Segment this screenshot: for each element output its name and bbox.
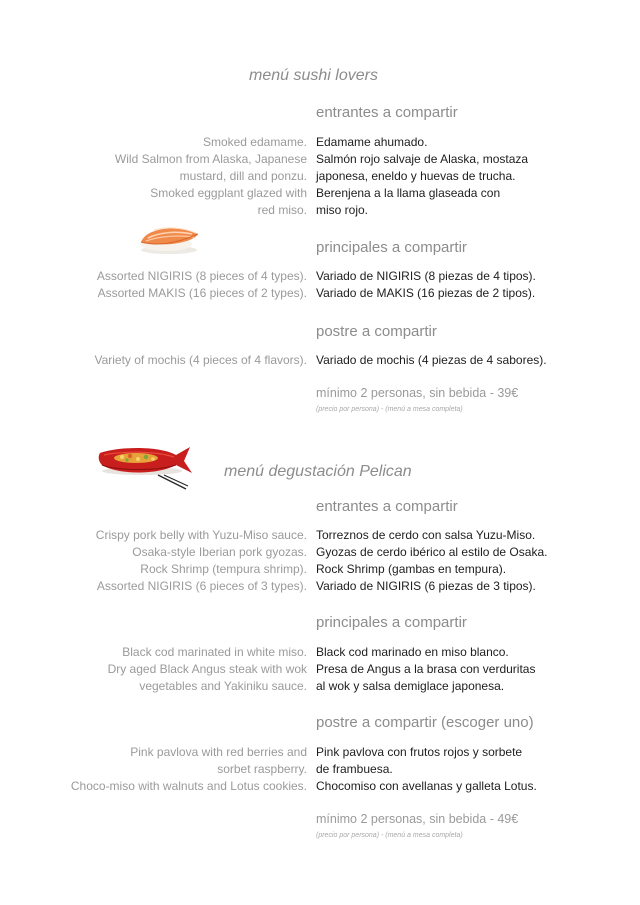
dish-en: Assorted MAKIS (16 pieces of 2 types). — [97, 286, 307, 300]
dish-es: Chocomiso con avellanas y galleta Lotus. — [316, 779, 537, 793]
dish-en: Smoked edamame. — [202, 135, 307, 149]
dish-es: Variado de MAKIS (16 piezas de 2 tipos). — [316, 286, 536, 300]
dish-en: Black cod marinated in white miso. — [122, 645, 307, 659]
dish-list-es-entrantes-2 — [316, 527, 547, 595]
dish-es: Gyozas de cerdo ibérico al estilo de Osaka. — [316, 545, 548, 559]
dish-es: Rock Shrimp (gambas en tempura). — [316, 562, 507, 576]
dish-en: Crispy pork belly with Yuzu-Miso sauce. — [95, 528, 307, 542]
dish-list-en-postre-2 — [71, 744, 307, 795]
dish-es: Variado de NIGIRIS (8 piezas de 4 tipos). — [316, 269, 536, 283]
dish-list-en-postre-1 — [94, 352, 307, 369]
dish-es: Salmón rojo salvaje de Alaska, mostaza — [316, 152, 529, 166]
menu2-price: mínimo 2 personas, sin bebida - 49€ — [316, 812, 519, 826]
dish-list-es-postre-2 — [316, 744, 537, 795]
section-heading-entrantes-2: entrantes a compartir — [316, 498, 458, 515]
section-heading-entrantes-1: entrantes a compartir — [316, 104, 458, 121]
dish-list-en-principales-2 — [108, 644, 307, 695]
section-heading-postre-1: postre a compartir — [316, 323, 437, 340]
dish-es: miso rojo. — [316, 203, 369, 217]
dish-list-en-principales-1 — [97, 268, 307, 302]
dish-list-en-entrantes-1 — [115, 134, 307, 219]
menu2-price-note: (precio por persona) - (menú a mesa completa) — [316, 832, 463, 839]
dish-es: Variado de NIGIRIS (6 piezas de 3 tipos). — [316, 579, 536, 593]
dish-en: Osaka-style Iberian pork gyozas. — [132, 545, 307, 559]
dish-en: red miso. — [257, 203, 307, 217]
dish-list-es-principales-1 — [316, 268, 536, 302]
dish-en: Choco-miso with walnuts and Lotus cookies. — [70, 779, 307, 793]
section-heading-principales-2: principales a compartir — [316, 614, 467, 631]
dish-en: Assorted NIGIRIS (6 pieces of 3 types). — [96, 579, 307, 593]
menu-sushi-lovers-title: menú sushi lovers — [249, 67, 378, 84]
dish-en: vegetables and Yakiniku sauce. — [139, 679, 307, 693]
dish-es: al wok y salsa demiglace japonesa. — [316, 679, 505, 693]
menu1-price: mínimo 2 personas, sin bebida - 39€ — [316, 386, 519, 400]
dish-es: japonesa, eneldo y huevas de trucha. — [316, 169, 516, 183]
dish-list-es-principales-2 — [316, 644, 535, 695]
menu1-price-note: (precio por persona) - (menú a mesa completa) — [316, 406, 463, 413]
red-fish-dish-icon — [98, 441, 194, 491]
dish-es: Variado de mochis (4 piezas de 4 sabores). — [316, 353, 547, 367]
dish-list-es-entrantes-1 — [316, 134, 528, 219]
dish-es: Presa de Angus a la brasa con verduritas — [316, 662, 536, 676]
dish-es: Edamame ahumado. — [316, 135, 428, 149]
dish-es: de frambuesa. — [316, 762, 393, 776]
dish-en: Dry aged Black Angus steak with wok — [107, 662, 307, 676]
dish-list-en-entrantes-2 — [96, 527, 307, 595]
dish-en: Variety of mochis (4 pieces of 4 flavors). — [94, 353, 307, 367]
dish-en: Wild Salmon from Alaska, Japanese — [114, 152, 307, 166]
salmon-nigiri-icon — [136, 222, 202, 256]
dish-en: mustard, dill and ponzu. — [179, 169, 307, 183]
dish-es: Black cod marinado en miso blanco. — [316, 645, 509, 659]
dish-en: Rock Shrimp (tempura shrimp). — [140, 562, 307, 576]
section-heading-postre-2: postre a compartir (escoger uno) — [316, 714, 534, 731]
dish-es: Torreznos de cerdo con salsa Yuzu-Miso. — [316, 528, 536, 542]
dish-en: sorbet raspberry. — [217, 762, 307, 776]
dish-en: Assorted NIGIRIS (8 pieces of 4 types). — [96, 269, 307, 283]
dish-en: Smoked eggplant glazed with — [150, 186, 307, 200]
section-heading-principales-1: principales a compartir — [316, 239, 467, 256]
dish-es: Pink pavlova con frutos rojos y sorbete — [316, 745, 523, 759]
menu-pelican-title: menú degustación Pelican — [224, 463, 412, 480]
dish-en: Pink pavlova with red berries and — [130, 745, 307, 759]
dish-es: Berenjena a la llama glaseada con — [316, 186, 501, 200]
dish-list-es-postre-1 — [316, 352, 547, 369]
